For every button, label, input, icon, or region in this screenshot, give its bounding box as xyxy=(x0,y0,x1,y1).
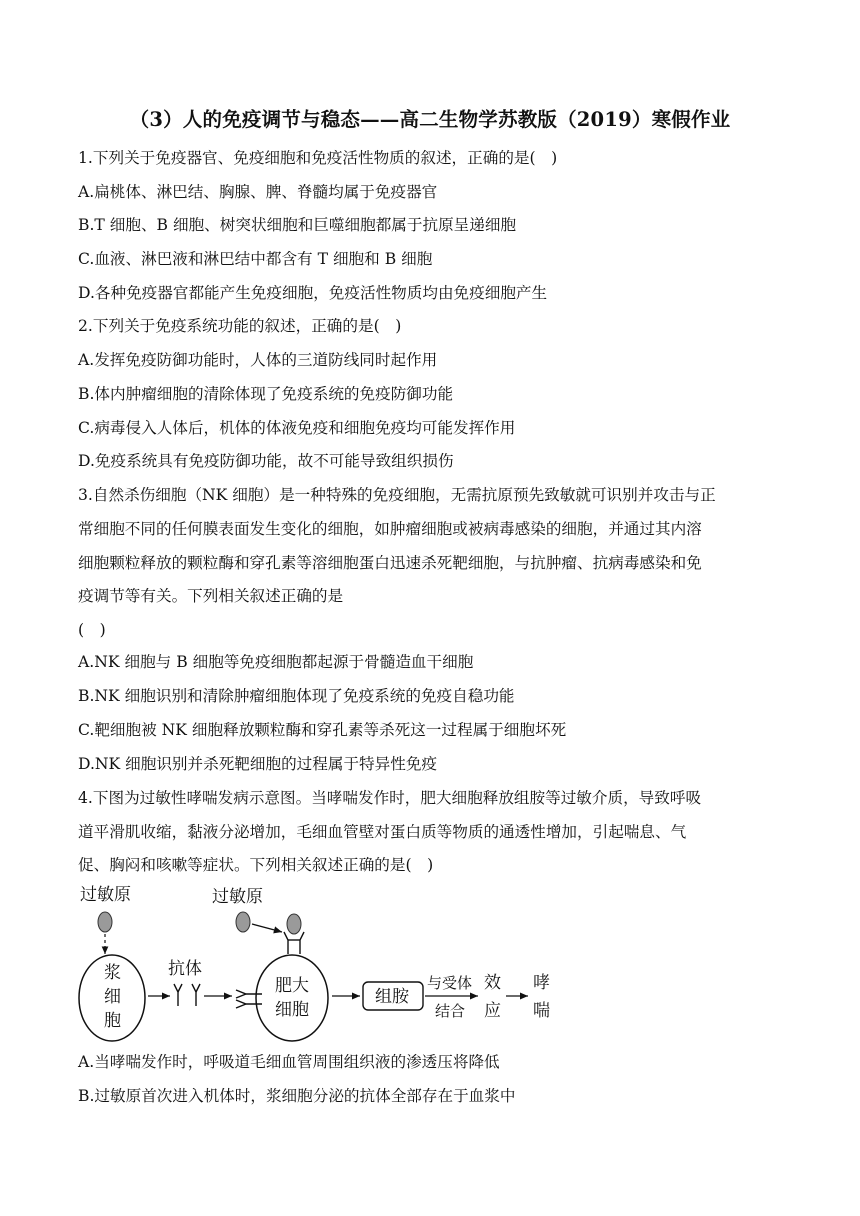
q4-option-a: A.当哮喘发作时，呼吸道毛细血管周围组织液的渗透压将降低 xyxy=(78,1053,500,1071)
antibody-icon xyxy=(174,984,200,1006)
q1-option-a: A.扁桃体、淋巴结、胸腺、脾、脊髓均属于免疫器官 xyxy=(78,183,438,201)
question-3-stem-line-1: 3.自然杀伤细胞（NK 细胞）是一种特殊的免疫细胞，无需抗原预先致敏就可识别并攻击与正 xyxy=(78,486,716,504)
allergen-particle-2 xyxy=(236,912,250,932)
plasma-cell-label-3: 胞 xyxy=(104,1011,121,1031)
q1-option-b: B.T 细胞、B 细胞、树突状细胞和巨噬细胞都属于抗原呈递细胞 xyxy=(78,216,517,234)
question-4-stem-line-3: 促、胸闷和咳嗽等症状。下列相关叙述正确的是( ) xyxy=(78,856,434,874)
allergen-label-1: 过敏原 xyxy=(80,885,131,905)
allergen-particle-1 xyxy=(98,912,112,932)
mast-cell-label-1: 肥大 xyxy=(275,976,309,996)
question-4-stem-line-2: 道平滑肌收缩，黏液分泌增加，毛细血管壁对蛋白质等物质的通透性增加，引起喘息、气 xyxy=(78,823,687,841)
plasma-cell-label-2: 细 xyxy=(104,987,121,1007)
q2-option-c: C.病毒侵入人体后，机体的体液免疫和细胞免疫均可能发挥作用 xyxy=(78,419,516,437)
bound-allergen-particle xyxy=(287,914,301,934)
histamine-label: 组胺 xyxy=(375,987,409,1007)
asthma-label-2: 喘 xyxy=(533,1001,550,1021)
q3-option-a: A.NK 细胞与 B 细胞等免疫细胞都起源于骨髓造血干细胞 xyxy=(78,653,474,671)
q3-option-c: C.靶细胞被 NK 细胞释放颗粒酶和穿孔素等杀死这一过程属于细胞坏死 xyxy=(78,721,567,739)
q1-option-c: C.血液、淋巴液和淋巴结中都含有 T 细胞和 B 细胞 xyxy=(78,250,433,268)
q4-option-b: B.过敏原首次进入机体时，浆细胞分泌的抗体全部存在于血浆中 xyxy=(78,1087,516,1105)
membrane-antibody-icon xyxy=(236,990,262,1008)
effect-label-1: 效 xyxy=(484,973,501,993)
mast-cell-label-2: 细胞 xyxy=(275,1000,309,1020)
question-2-stem: 2.下列关于免疫系统功能的叙述，正确的是( ) xyxy=(78,317,402,335)
question-3-stem-line-3: 细胞颗粒释放的颗粒酶和穿孔素等溶细胞蛋白迅速杀死靶细胞，与抗肿瘤、抗病毒感染和免 xyxy=(78,554,702,572)
q2-option-b: B.体内肿瘤细胞的清除体现了免疫系统的免疫防御功能 xyxy=(78,385,454,403)
plasma-cell-label-1: 浆 xyxy=(104,963,121,983)
mast-cell xyxy=(256,955,328,1041)
question-4-stem-line-1: 4.下图为过敏性哮喘发病示意图。当哮喘发作时，肥大细胞释放组胺等过敏介质，导致呼吸 xyxy=(78,789,702,807)
question-3-stem-line-4: 疫调节等有关。下列相关叙述正确的是 xyxy=(78,587,344,605)
asthma-pathway-diagram xyxy=(70,878,570,1046)
question-1-stem: 1.下列关于免疫器官、免疫细胞和免疫活性物质的叙述，正确的是( ) xyxy=(78,149,558,167)
bind-receptor-label-2: 结合 xyxy=(435,1002,466,1020)
q3-option-d: D.NK 细胞识别并杀死靶细胞的过程属于特异性免疫 xyxy=(78,755,438,773)
page-title: （3）人的免疫调节与稳态——高二生物学苏教版（2019）寒假作业 xyxy=(129,108,731,131)
asthma-label-1: 哮 xyxy=(533,973,550,993)
allergen-label-2: 过敏原 xyxy=(212,887,263,907)
q2-option-d: D.免疫系统具有免疫防御功能，故不可能导致组织损伤 xyxy=(78,452,454,470)
q1-option-d: D.各种免疫器官都能产生免疫细胞，免疫活性物质均由免疫细胞产生 xyxy=(78,284,548,302)
effect-label-2: 应 xyxy=(484,1001,501,1021)
q3-option-b: B.NK 细胞识别和清除肿瘤细胞体现了免疫系统的免疫自稳功能 xyxy=(78,687,515,705)
receptor-antibody-icon xyxy=(284,932,304,954)
question-3-answer-bracket: ( ) xyxy=(78,621,106,639)
q2-option-a: A.发挥免疫防御功能时，人体的三道防线同时起作用 xyxy=(78,351,438,369)
antibody-label: 抗体 xyxy=(168,959,202,979)
question-3-stem-line-2: 常细胞不同的任何膜表面发生变化的细胞，如肿瘤细胞或被病毒感染的细胞，并通过其内溶 xyxy=(78,520,702,538)
arrow-allergen-to-receptor xyxy=(252,924,282,932)
bind-receptor-label-1: 与受体 xyxy=(427,974,473,992)
